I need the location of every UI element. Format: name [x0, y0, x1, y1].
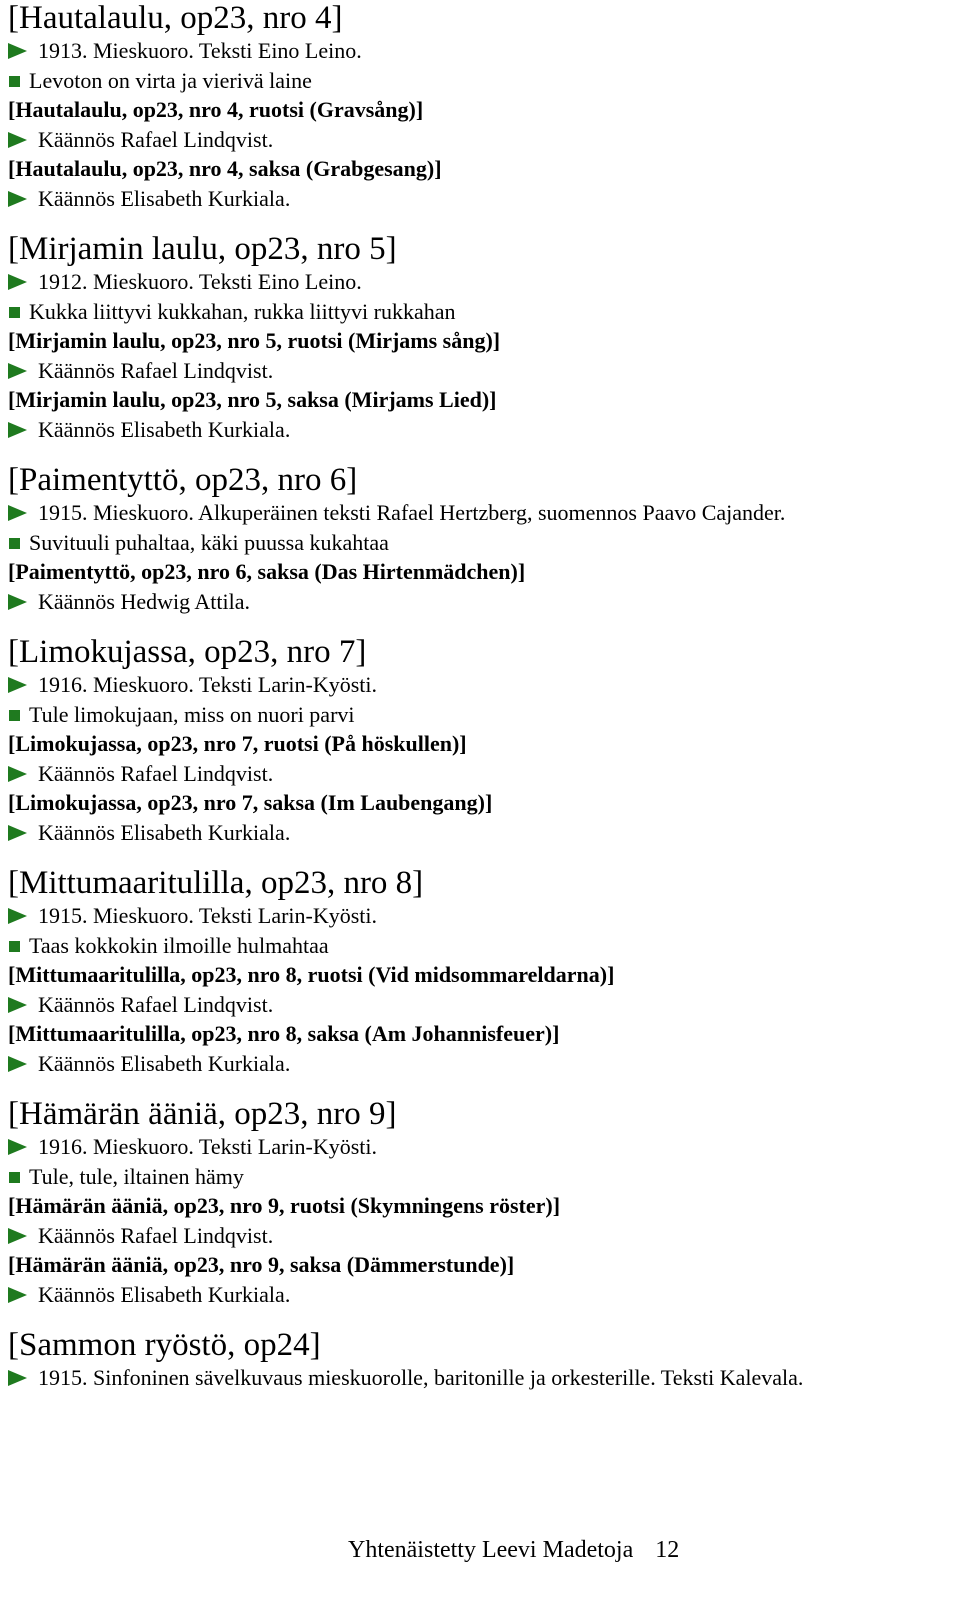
work-info-text: 1913. Mieskuoro. Teksti Eino Leino.: [38, 38, 362, 63]
work-incipit-text: Tule, tule, iltainen hämy: [29, 1163, 244, 1189]
translation-title: [Mirjamin laulu, op23, nro 5, ruotsi (Mirjams sång)]: [8, 328, 501, 353]
translator: [8, 1049, 953, 1079]
green-triangle-icon: [8, 1139, 27, 1155]
green-triangle-icon: [8, 422, 27, 438]
work-info: [8, 267, 953, 297]
translator-text: Käännös Hedwig Attila.: [38, 588, 251, 614]
translation-title: [Hautalaulu, op23, nro 4, saksa (Grabgesang)]: [8, 156, 442, 181]
green-triangle-icon: [8, 1228, 27, 1244]
translator: [8, 818, 953, 848]
translation-title: [Hämärän ääniä, op23, nro 9, ruotsi (Skymningens röster)]: [8, 1193, 561, 1218]
translator-text: Käännös Rafael Lindqvist.: [38, 760, 274, 786]
work-title: [Mirjamin laulu, op23, nro 5]: [8, 231, 397, 267]
green-triangle-icon: [8, 1370, 27, 1386]
green-square-icon: [9, 538, 20, 549]
green-triangle-icon: [8, 677, 27, 693]
green-triangle-icon: [8, 132, 27, 148]
translation-title: [Mittumaaritulilla, op23, nro 8, saksa (Am Johannisfeuer)]: [8, 1021, 560, 1046]
green-triangle-icon: [8, 825, 27, 841]
work-info: [8, 1363, 953, 1393]
translator-text: Käännös Rafael Lindqvist.: [38, 991, 274, 1017]
work-incipit: [8, 297, 953, 327]
translator: [8, 759, 953, 789]
translation-title: [Hautalaulu, op23, nro 4, ruotsi (Gravsång)]: [8, 97, 424, 122]
work-incipit-text: Taas kokkokin ilmoille hulmahtaa: [29, 932, 329, 958]
green-triangle-icon: [8, 997, 27, 1013]
document: [8, 0, 953, 1393]
work-section: [8, 462, 953, 616]
translator-text: Käännös Elisabeth Kurkiala.: [38, 819, 291, 845]
work-section: [8, 1096, 953, 1309]
green-triangle-icon: [8, 1287, 27, 1303]
translator-text: Käännös Elisabeth Kurkiala.: [38, 185, 291, 211]
translator-text: Käännös Rafael Lindqvist.: [38, 357, 274, 383]
translation-title: [Mirjamin laulu, op23, nro 5, saksa (Mirjams Lied)]: [8, 387, 497, 412]
green-triangle-icon: [8, 594, 27, 610]
green-square-icon: [9, 710, 20, 721]
translator-text: Käännös Elisabeth Kurkiala.: [38, 1281, 291, 1307]
translator: [8, 415, 953, 445]
translation-title: [Mittumaaritulilla, op23, nro 8, ruotsi (Vid midsommareldarna)]: [8, 962, 615, 987]
work-title: [Hämärän ääniä, op23, nro 9]: [8, 1096, 397, 1132]
green-triangle-icon: [8, 908, 27, 924]
work-info-text: 1916. Mieskuoro. Teksti Larin-Kyösti.: [38, 1134, 378, 1159]
translator: [8, 1280, 953, 1310]
green-square-icon: [9, 307, 20, 318]
green-triangle-icon: [8, 43, 27, 59]
translator: [8, 587, 953, 617]
work-incipit-text: Kukka liittyvi kukkahan, rukka liittyvi rukkahan: [29, 298, 456, 324]
work-section: [8, 231, 953, 444]
work-info-text: 1915. Mieskuoro. Teksti Larin-Kyösti.: [38, 903, 378, 928]
work-incipit-text: Levoton on virta ja vierivä laine: [29, 67, 312, 93]
work-title: [Mittumaaritulilla, op23, nro 8]: [8, 865, 424, 901]
translation-title: [Paimentyttö, op23, nro 6, saksa (Das Hirtenmädchen)]: [8, 559, 526, 584]
translator-text: Käännös Elisabeth Kurkiala.: [38, 416, 291, 442]
translator: [8, 125, 953, 155]
work-incipit-text: Suvituuli puhaltaa, käki puussa kukahtaa: [29, 529, 389, 555]
translator-text: Käännös Rafael Lindqvist.: [38, 126, 274, 152]
green-triangle-icon: [8, 766, 27, 782]
green-triangle-icon: [8, 274, 27, 290]
green-triangle-icon: [8, 505, 27, 521]
work-section: [8, 865, 953, 1078]
work-info: [8, 1132, 953, 1162]
work-incipit-text: Tule limokujaan, miss on nuori parvi: [29, 701, 355, 727]
work-incipit: [8, 931, 953, 961]
work-section: [8, 634, 953, 847]
translator: [8, 1221, 953, 1251]
work-info-text: 1915. Mieskuoro. Alkuperäinen teksti Rafael Hertzberg, suomennos Paavo Cajander.: [38, 500, 786, 525]
work-info: [8, 498, 953, 528]
work-title: [Limokujassa, op23, nro 7]: [8, 634, 367, 670]
green-triangle-icon: [8, 363, 27, 379]
work-title: [Hautalaulu, op23, nro 4]: [8, 0, 343, 36]
work-section: [8, 1327, 953, 1393]
translator: [8, 184, 953, 214]
work-info-text: 1915. Sinfoninen sävelkuvaus mieskuorolle, baritonille ja orkesterille. Teksti Kalevala.: [38, 1365, 804, 1390]
translator-text: Käännös Elisabeth Kurkiala.: [38, 1050, 291, 1076]
work-info: [8, 670, 953, 700]
work-info-text: 1912. Mieskuoro. Teksti Eino Leino.: [38, 269, 362, 294]
page-footer: [348, 1535, 679, 1565]
work-info-text: 1916. Mieskuoro. Teksti Larin-Kyösti.: [38, 672, 378, 697]
green-triangle-icon: [8, 191, 27, 207]
work-incipit: [8, 700, 953, 730]
work-incipit: [8, 1162, 953, 1192]
translation-title: [Limokujassa, op23, nro 7, saksa (Im Laubengang)]: [8, 790, 493, 815]
translation-title: [Hämärän ääniä, op23, nro 9, saksa (Dämmerstunde)]: [8, 1252, 515, 1277]
green-square-icon: [9, 941, 20, 952]
work-section: [8, 0, 953, 213]
green-square-icon: [9, 76, 20, 87]
translation-title: [Limokujassa, op23, nro 7, ruotsi (På höskullen)]: [8, 731, 467, 756]
translator-text: Käännös Rafael Lindqvist.: [38, 1222, 274, 1248]
translator: [8, 990, 953, 1020]
footer-text: Yhtenäistetty Leevi Madetoja: [348, 1537, 634, 1563]
green-triangle-icon: [8, 1056, 27, 1072]
translator: [8, 356, 953, 386]
work-incipit: [8, 66, 953, 96]
green-square-icon: [9, 1172, 20, 1183]
work-info: [8, 36, 953, 66]
page-number: 12: [655, 1537, 680, 1563]
work-incipit: [8, 528, 953, 558]
work-title: [Sammon ryöstö, op24]: [8, 1327, 321, 1363]
work-title: [Paimentyttö, op23, nro 6]: [8, 462, 358, 498]
work-info: [8, 901, 953, 931]
